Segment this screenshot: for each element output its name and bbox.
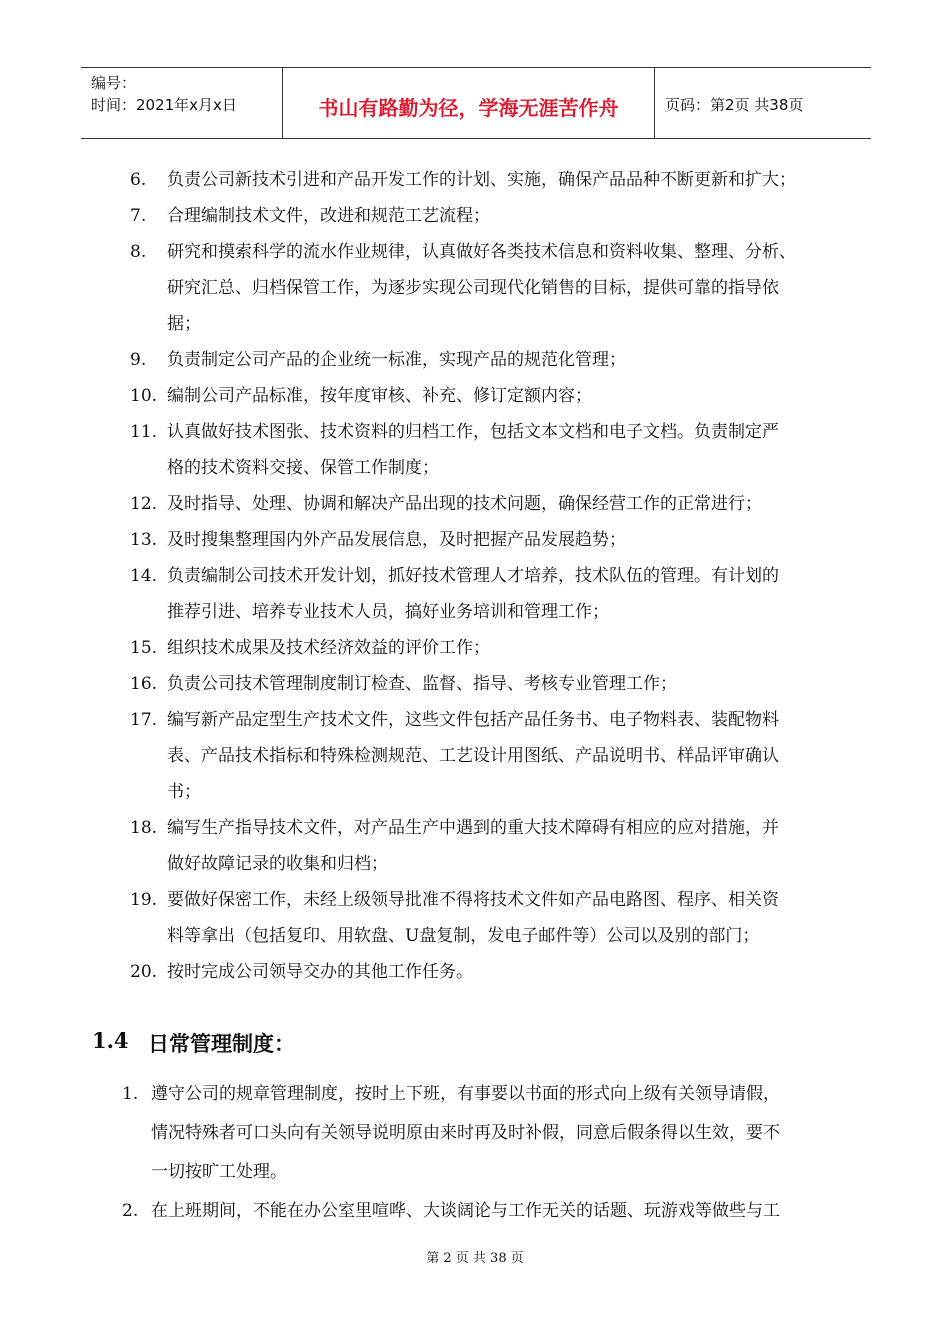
list-item-text: 及时指导、处理、协调和解决产品出现的技术问题，确保经营工作的正常进行； — [167, 494, 762, 514]
list-item-text: 负责编制公司技术开发计划，抓好技术管理人才培养，技术队伍的管理。有计划的 — [167, 566, 779, 586]
list-item-text: 推荐引进、培养专业技术人员，搞好业务培训和管理工作； — [167, 602, 609, 622]
header-page-label: 页码：第2页 共38页 — [665, 96, 804, 114]
list-item-number: 19. — [130, 890, 158, 910]
list-item-text: 在上班期间，不能在办公室里喧哗、大谈阔论与工作无关的话题、玩游戏等做些与工 — [151, 1201, 780, 1221]
list-item-text: 遵守公司的规章管理制度，按时上下班，有事要以书面的形式向上级有关领导请假， — [151, 1084, 780, 1104]
list-item-text: 书； — [167, 782, 201, 802]
list-item-number: 1. — [122, 1084, 139, 1104]
list-item-text: 一切按旷工处理。 — [151, 1162, 287, 1182]
list-item-number: 15. — [130, 638, 158, 658]
list-item-number: 2. — [122, 1201, 139, 1221]
list-item-text: 据； — [167, 314, 201, 334]
list-item-number: 13. — [130, 530, 158, 550]
list-item-number: 18. — [130, 818, 158, 838]
list-item-text: 要做好保密工作，未经上级领导批准不得将技术文件如产品电路图、程序、相关资 — [167, 890, 779, 910]
list-item-text: 研究和摸索科学的流水作业规律，认真做好各类技术信息和资料收集、整理、分析、 — [167, 242, 796, 262]
header-page-cell — [655, 68, 871, 138]
list-item-number: 20. — [130, 962, 158, 982]
list-item-text: 合理编制技术文件，改进和规范工艺流程； — [167, 206, 490, 226]
list-item-text: 做好故障记录的收集和归档； — [167, 854, 388, 874]
list-item-text: 编写新产品定型生产技术文件，这些文件包括产品任务书、电子物料表、装配物料 — [167, 710, 779, 730]
header-info-cell — [81, 68, 283, 138]
list-item-text: 研究汇总、归档保管工作，为逐步实现公司现代化销售的目标，提供可靠的指导依 — [167, 278, 779, 298]
page-header — [81, 67, 871, 139]
section-number: 1.4 — [92, 1028, 129, 1053]
date-label: 时间：2021年x月x日 — [91, 96, 237, 114]
list-item-number: 8. — [130, 242, 147, 262]
list-item-text: 组织技术成果及技术经济效益的评价工作； — [167, 638, 490, 658]
section-title: 日常管理制度： — [148, 1031, 295, 1056]
list-item-number: 11. — [130, 422, 158, 442]
list-item-text: 情况特殊者可口头向有关领导说明原由来时再及时补假，同意后假条得以生效，要不 — [151, 1123, 780, 1143]
list-item-text: 格的技术资料交接、保管工作制度； — [167, 458, 439, 478]
list-item-text: 及时搜集整理国内外产品发展信息，及时把握产品发展趋势； — [167, 530, 626, 550]
list-item-number: 12. — [130, 494, 158, 514]
list-item-number: 14. — [130, 566, 158, 586]
doc-number-label: 编号： — [91, 74, 137, 92]
list-item-number: 7. — [130, 206, 147, 226]
list-item-number: 9. — [130, 350, 147, 370]
motto: 书山有路勤为径，学海无涯苦作舟 — [318, 96, 619, 120]
header-motto-cell — [283, 68, 655, 138]
list-item-number: 17. — [130, 710, 158, 730]
list-item-number: 10. — [130, 386, 158, 406]
list-item-text: 负责制定公司产品的企业统一标准，实现产品的规范化管理； — [167, 350, 626, 370]
list-item-text: 按时完成公司领导交办的其他工作任务。 — [167, 962, 473, 982]
list-item-text: 负责公司新技术引进和产品开发工作的计划、实施，确保产品品种不断更新和扩大； — [167, 170, 796, 190]
list-item-text: 负责公司技术管理制度制订检查、监督、指导、考核专业管理工作； — [167, 674, 677, 694]
list-item-text: 认真做好技术图张、技术资料的归档工作，包括文本文档和电子文档。负责制定严 — [167, 422, 779, 442]
list-item-text: 料等拿出（包括复印、用软盘、U盘复制，发电子邮件等）公司以及别的部门； — [167, 926, 760, 946]
list-item-text: 编写生产指导技术文件，对产品生产中遇到的重大技术障碍有相应的应对措施，并 — [167, 818, 779, 838]
list-item-number: 6. — [130, 170, 147, 190]
list-item-number: 16. — [130, 674, 158, 694]
list-item-text: 表、产品技术指标和特殊检测规范、工艺设计用图纸、产品说明书、样品评审确认 — [167, 746, 779, 766]
page-footer: 第 2 页 共 38 页 — [426, 1251, 524, 1266]
list-item-text: 编制公司产品标准，按年度审核、补充、修订定额内容； — [167, 386, 592, 406]
